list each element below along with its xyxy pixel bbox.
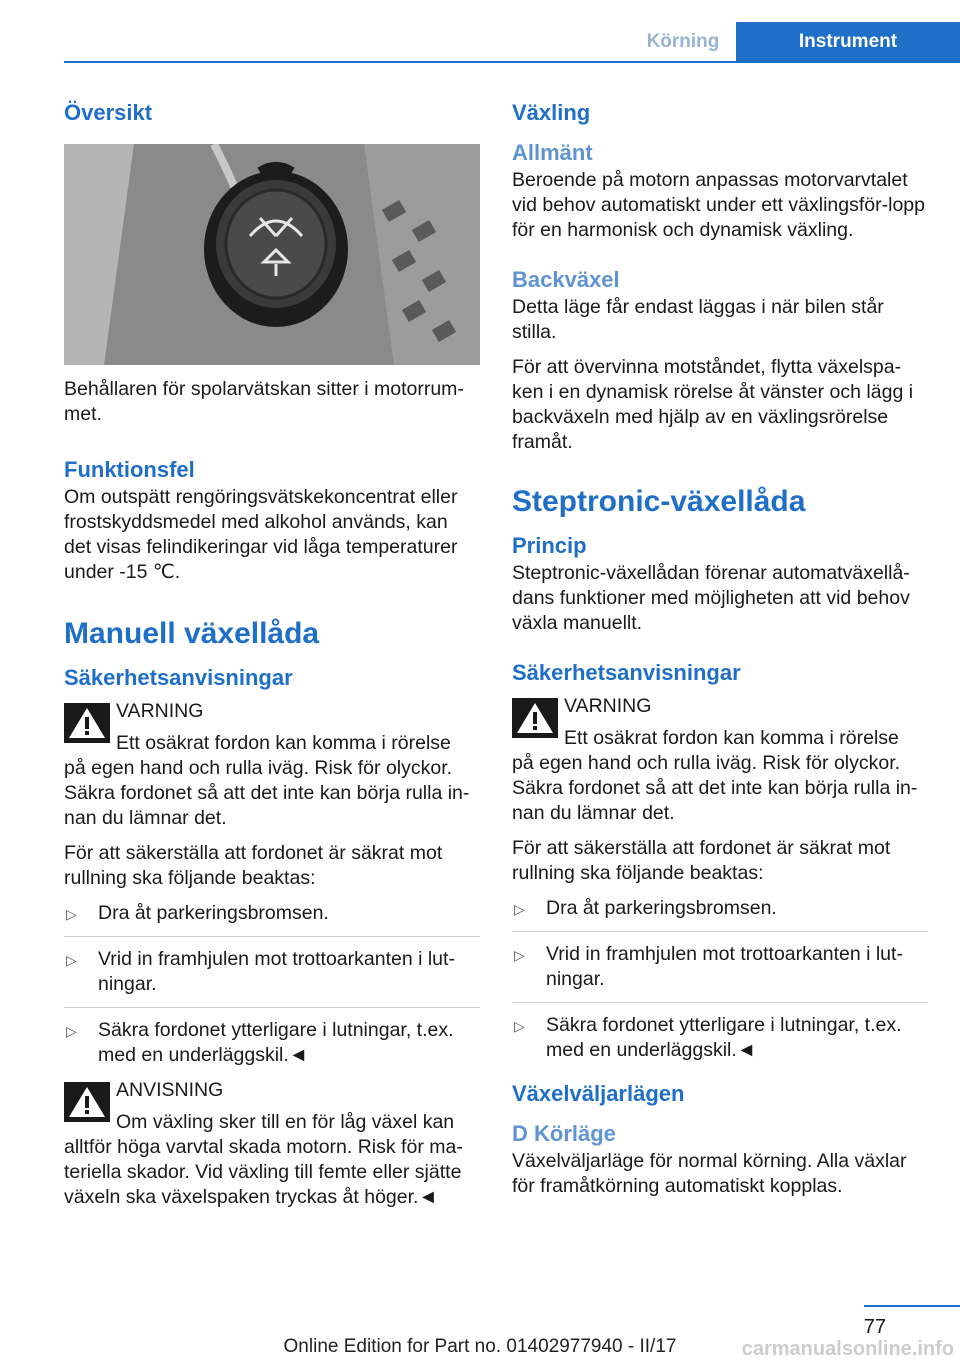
- list-item: ▷ Vrid in framhjulen mot trottoarkanten i lut-ningar.: [512, 942, 928, 1003]
- left-safety-heading: Säkerhetsanvisningar: [64, 665, 293, 690]
- list-item: ▷ Säkra fordonet ytterligare i lutningar, t.ex. med en underläggskil.◄: [66, 1019, 454, 1066]
- malfunction-heading: Funktionsfel: [64, 457, 195, 482]
- right-bullet-list: [512, 896, 928, 1063]
- overview-heading: Översikt: [64, 100, 153, 125]
- left-notice-line1: Om växling sker till en för låg växel kan: [116, 1111, 455, 1133]
- left-warning-block: [64, 699, 480, 831]
- left-notice-label: ANVISNING: [116, 1079, 224, 1101]
- left-secure-text: För att säkerställa att fordonet är säkrat mot rullning ska följande beaktas:: [64, 842, 443, 889]
- triangle-bullet-icon: ▷: [66, 906, 77, 922]
- header-rule: [64, 61, 960, 63]
- notice-triangle-icon: [64, 1082, 110, 1122]
- tab-korning[interactable]: Körning: [630, 22, 736, 62]
- manual-gearbox-heading: Manuell växellåda: [64, 617, 320, 650]
- left-notice-block: [64, 1078, 480, 1210]
- warning-triangle-icon: [512, 698, 558, 738]
- right-column: [512, 100, 928, 1209]
- watermark: carmanualsonline.info: [741, 1338, 954, 1360]
- left-warning-label: VARNING: [116, 700, 204, 722]
- list-item: ▷ Vrid in framhjulen mot trottoarkanten i lut-ningar.: [64, 947, 480, 1008]
- left-warning-line1: Ett osäkrat fordon kan komma i rörelse: [116, 732, 451, 754]
- right-warning-block: [512, 694, 928, 826]
- steptronic-heading: Steptronic-växellåda: [512, 485, 806, 518]
- washer-reservoir-photo: [64, 144, 480, 365]
- triangle-bullet-icon: ▷: [66, 952, 77, 968]
- drive-text: Växelväljarläge för normal körning. Alla växlar för framåtkörning automatiskt kopplas.: [512, 1150, 907, 1197]
- general-heading: Allmänt: [512, 140, 593, 165]
- overview-text: Behållaren för spolarvätskan sitter i motorrum-met.: [64, 378, 464, 425]
- triangle-bullet-icon: ▷: [514, 901, 525, 917]
- reverse-text-2: För att övervinna motståndet, flytta växelspa-ken i en dynamisk rörelse åt vänster och lägg i backväxeln med hjälp av en växlingsrörelse framåt.: [512, 356, 914, 453]
- list-item: ▷ Dra åt parkeringsbromsen.: [512, 896, 928, 932]
- washer-cap-illustration: [64, 144, 480, 365]
- right-warning-label: VARNING: [564, 695, 652, 717]
- tab-instrument[interactable]: Instrument: [736, 22, 960, 62]
- left-notice-text: alltför höga varvtal skada motorn. Risk för ma-teriella skador. Vid växling till femte eller sjätte växeln ska växelspaken tryckas åt höger.◄: [64, 1136, 463, 1208]
- drive-heading: D Körläge: [512, 1121, 616, 1146]
- page-number: 77: [863, 1316, 886, 1338]
- list-item: ▷ Dra åt parkeringsbromsen.: [64, 901, 480, 937]
- footer-rule: [864, 1305, 960, 1307]
- left-column: [64, 100, 480, 1220]
- right-warning-line1: Ett osäkrat fordon kan komma i rörelse: [564, 727, 899, 749]
- principle-text: Steptronic-växellådan förenar automatväxellå-dans funktioner med möjligheten att vid behov växla manuellt.: [512, 562, 910, 634]
- shifting-heading: Växling: [512, 100, 591, 125]
- edition-text: Online Edition for Part no. 01402977940 - II/17: [283, 1336, 677, 1357]
- right-warning-text: på egen hand och rulla iväg. Risk för olyckor. Säkra fordonet så att det inte kan börja rulla in-nan du lämnar det.: [512, 752, 918, 824]
- reverse-text-1: Detta läge får endast läggas i när bilen står stilla.: [512, 296, 884, 343]
- warning-triangle-icon: [64, 703, 110, 743]
- malfunction-text: Om outspätt rengöringsvätskekoncentrat eller frostskyddsmedel med alkohol används, kan det visas felindikeringar vid låga temperaturer under -15 ℃.: [64, 486, 458, 583]
- left-bullet-list: [64, 901, 480, 1068]
- reverse-heading: Backväxel: [512, 267, 620, 292]
- right-safety-heading: Säkerhetsanvisningar: [512, 660, 741, 685]
- triangle-bullet-icon: ▷: [66, 1023, 77, 1039]
- selector-heading: Växelväljarlägen: [512, 1081, 685, 1106]
- triangle-bullet-icon: ▷: [514, 1018, 525, 1034]
- principle-heading: Princip: [512, 533, 587, 558]
- right-secure-text: För att säkerställa att fordonet är säkrat mot rullning ska följande beaktas:: [512, 837, 891, 884]
- triangle-bullet-icon: ▷: [514, 947, 525, 963]
- list-item: ▷ Säkra fordonet ytterligare i lutningar, t.ex. med en underläggskil.◄: [514, 1014, 902, 1061]
- general-text: Beroende på motorn anpassas motorvarvtalet vid behov automatiskt under ett växlingsför-lopp för en harmonisk och dynamisk växling.: [512, 169, 925, 241]
- left-warning-text: på egen hand och rulla iväg. Risk för olyckor. Säkra fordonet så att det inte kan börja rulla in-nan du lämnar det.: [64, 757, 470, 829]
